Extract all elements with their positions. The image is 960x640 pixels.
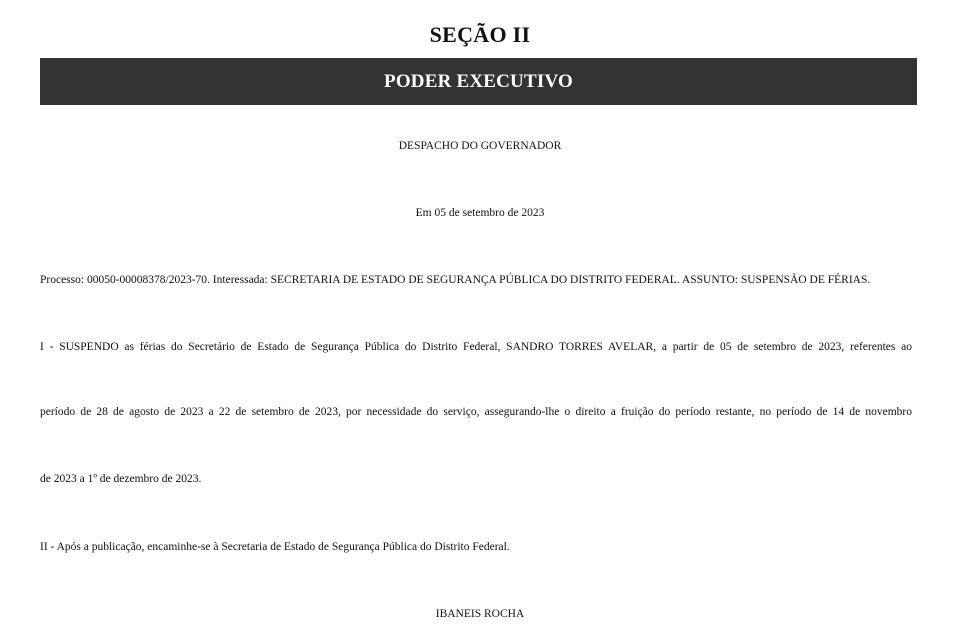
item-one-line-1: I - SUSPENDO as férias do Secretário de Estado de Segurança Pública do Distrito Federal, SANDRO TORRES AVELAR, a partir de 05 de setembro de 2023, referentes ao — [40, 341, 912, 353]
date-line: Em 05 de setembro de 2023 — [415, 207, 545, 219]
item-two-paragraph: II - Após a publicação, encaminhe-se à Secretaria de Estado de Segurança Pública do Distrito Federal. — [40, 541, 510, 553]
document-heading: DESPACHO DO GOVERNADOR — [398, 140, 562, 152]
section-title: SEÇÃO II — [429, 22, 531, 47]
process-line: Processo: 00050-00008378/2023-70. Interessada: SECRETARIA DE ESTADO DE SEGURANÇA PÚBLICA DO DISTRITO FEDERAL. ASSUNTO: SUSPENSÃO DE FÉRIAS. — [40, 274, 871, 286]
item-one-line-2: período de 28 de agosto de 2023 a 22 de setembro de 2023, por necessidade do serviço, assegurando-lhe o direito a fruição do período restante, no período de 14 de novembro — [40, 406, 912, 418]
banner-title: PODER EXECUTIVO — [384, 70, 573, 92]
signature: IBANEIS ROCHA — [435, 608, 525, 620]
section-banner — [40, 58, 917, 105]
item-one-line-3: de 2023 a 1º de dezembro de 2023. — [40, 473, 202, 485]
